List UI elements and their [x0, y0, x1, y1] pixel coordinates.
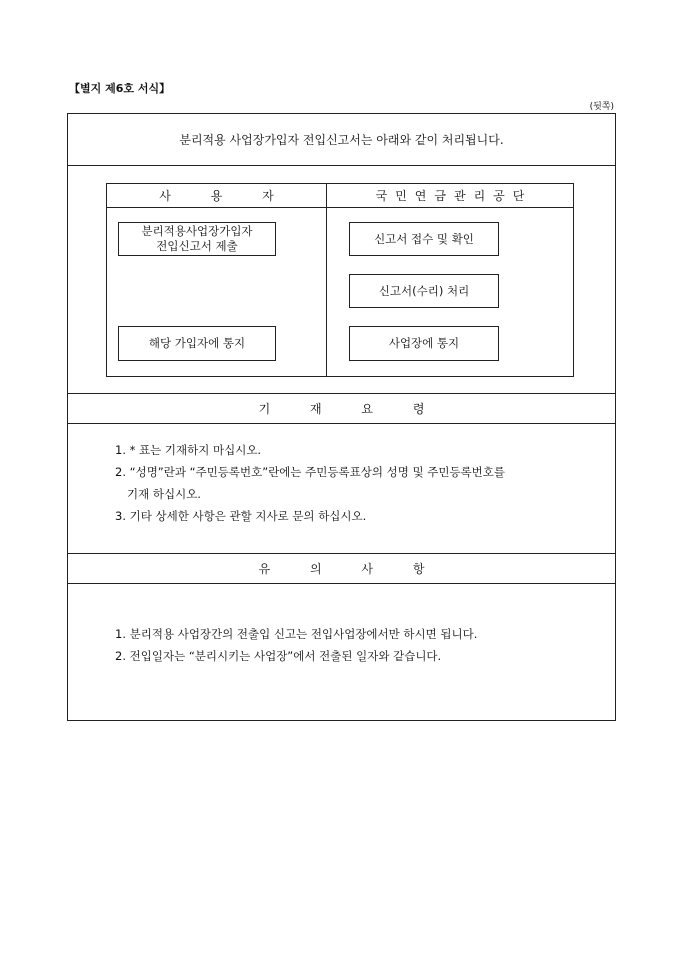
nps-column-header: 국민연금관리공단 — [327, 184, 573, 208]
instruction-item: 2. “성명”란과 “주민등록번호”란에는 주민등록표상의 성명 및 주민등록번호를 — [115, 465, 506, 479]
instruction-item: 3. 기타 상세한 사항은 관할 지사로 문의 하십시오. — [115, 509, 367, 523]
instruction-item: 1. * 표는 기재하지 마십시오. — [115, 443, 262, 457]
process-title: 분리적용 사업장가입자 전입신고서는 아래와 같이 처리됩니다. — [179, 133, 504, 147]
submit-report-box: 분리적용사업장가입자 전입신고서 제출 — [118, 222, 276, 256]
notify-workplace-box: 사업장에 통지 — [349, 326, 499, 361]
form-frame — [67, 113, 616, 721]
notes-heading-row — [68, 554, 615, 584]
user-column-header: 사 용 자 — [107, 184, 326, 208]
column-divider — [326, 184, 327, 376]
instruction-item: 기재 하십시오. — [127, 487, 201, 501]
form-label: 【별지 제6호 서식】 — [69, 82, 171, 95]
instructions-list — [115, 439, 505, 527]
process-flow-chart — [106, 183, 574, 377]
receive-confirm-box: 신고서 접수 및 확인 — [349, 222, 499, 256]
instructions-heading-row — [68, 394, 615, 424]
notes-heading: 유 의 사 항 — [258, 562, 443, 576]
instructions-section — [68, 424, 615, 554]
side-label: (뒷쪽) — [589, 102, 614, 112]
process-report-box: 신고서(수리) 처리 — [349, 274, 499, 308]
instructions-heading: 기 재 요 령 — [258, 402, 443, 416]
notes-list — [115, 623, 477, 667]
notify-subscriber-box: 해당 가입자에 통지 — [118, 326, 276, 361]
notes-section — [68, 584, 615, 720]
process-flow-section — [68, 166, 615, 394]
note-item: 2. 전입일자는 “분리시키는 사업장”에서 전출된 일자와 같습니다. — [115, 649, 442, 663]
process-title-row — [68, 114, 615, 166]
note-item: 1. 분리적용 사업장간의 전출입 신고는 전입사업장에서만 하시면 됩니다. — [115, 627, 478, 641]
